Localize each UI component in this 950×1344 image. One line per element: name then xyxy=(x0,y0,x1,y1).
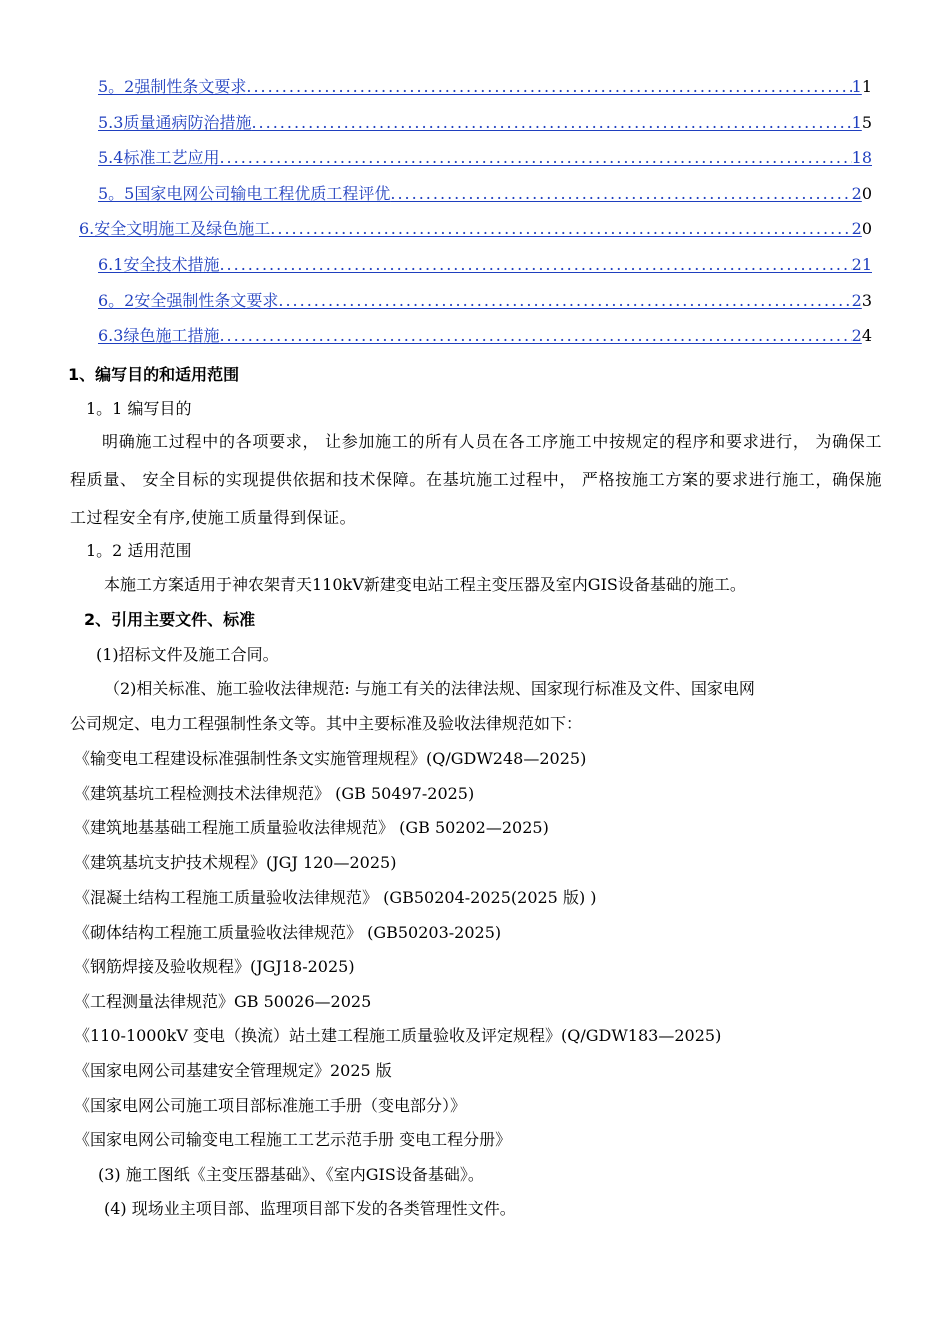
toc-page-number: 21 xyxy=(851,255,872,274)
toc-leader-dots xyxy=(246,74,851,100)
toc-entry-title[interactable]: 5.3质量通病防治措施 xyxy=(98,113,252,132)
toc-leader-dots xyxy=(278,288,851,314)
standard-item: 《砌体结构工程施工质量验收法律规范》 (GB50203-2025) xyxy=(74,923,502,942)
toc-leader-dots xyxy=(390,181,851,207)
standard-item: 《建筑基坑工程检测技术法律规范》 (GB 50497-2025) xyxy=(74,784,475,803)
toc-entry[interactable] xyxy=(98,323,872,349)
toc-link[interactable] xyxy=(98,181,852,207)
toc-entry[interactable] xyxy=(98,252,872,278)
toc-entry-title[interactable]: 5。5国家电网公司输电工程优质工程评优 xyxy=(98,184,391,203)
toc-leader-dots xyxy=(219,252,851,278)
toc-link[interactable] xyxy=(98,145,852,171)
toc-entry-title[interactable]: 6。2安全强制性条文要求 xyxy=(98,291,279,310)
standard-item: 《建筑基坑支护技术规程》(JGJ 120—2025) xyxy=(74,853,397,872)
toc-entry[interactable] xyxy=(98,110,872,136)
toc-leader-dots xyxy=(219,323,851,349)
toc-entry[interactable] xyxy=(79,216,872,242)
toc-page-number: 23 xyxy=(851,291,872,310)
standard-item: 《输变电工程建设标准强制性条文实施管理规程》(Q/GDW248—2025) xyxy=(74,749,587,768)
toc-leader-dots xyxy=(251,110,851,136)
toc-entry-title[interactable]: 5。2强制性条文要求 xyxy=(98,77,247,96)
list-item: (1)招标文件及施工合同。 xyxy=(96,645,279,664)
toc-link[interactable] xyxy=(98,252,852,278)
standard-item: 《110-1000kV 变电（换流）站土建工程施工质量验收及评定规程》(Q/GDW183—2025) xyxy=(74,1026,722,1045)
list-item: (3) 施工图纸《主变压器基础》、《室内GIS设备基础》。 xyxy=(98,1165,484,1184)
standard-item: 《国家电网公司输变电工程施工工艺示范手册 变电工程分册》 xyxy=(74,1130,512,1149)
toc-entry-title[interactable]: 6.安全文明施工及绿色施工 xyxy=(79,219,271,238)
standard-item: 《钢筋焊接及验收规程》(JGJ18-2025) xyxy=(74,957,355,976)
toc-page-number: 15 xyxy=(851,113,872,132)
paragraph: 明确施工过程中的各项要求， 让参加施工的所有人员在各工序施工中按规定的程序和要求进行， 为确保工程质量、 安全目标的实现提供依据和技术保障。在基坑施工过程中， 严格按施工方案的要求进行施工，确保施工过程安全有序,使施工质量得到保证。 xyxy=(70,432,882,527)
toc-entry[interactable] xyxy=(98,288,872,314)
list-item: (4) 现场业主项目部、监理项目部下发的各类管理性文件。 xyxy=(104,1199,516,1218)
toc-entry[interactable] xyxy=(98,74,872,100)
toc-page-number: 24 xyxy=(851,326,872,345)
subsection-heading: 1。2 适用范围 xyxy=(86,541,192,560)
toc-entry-title[interactable]: 6.3绿色施工措施 xyxy=(98,326,220,345)
toc-page-number: 18 xyxy=(851,148,872,167)
standard-item: 《国家电网公司基建安全管理规定》2025 版 xyxy=(74,1061,392,1080)
toc-entry-title[interactable]: 6.1安全技术措施 xyxy=(98,255,220,274)
standard-item: 《建筑地基基础工程施工质量验收法律规范》 (GB 50202—2025) xyxy=(74,818,549,837)
standard-item: 《国家电网公司施工项目部标准施工手册（变电部分）》 xyxy=(74,1096,467,1115)
toc-entry[interactable] xyxy=(98,145,872,171)
toc-page-number: 20 xyxy=(851,184,872,203)
standard-item: 《混凝土结构工程施工质量验收法律规范》 (GB50204-2025(2025 版) ) xyxy=(74,888,597,907)
toc-leader-dots xyxy=(270,216,851,242)
toc-leader-dots xyxy=(219,145,851,171)
toc-link[interactable] xyxy=(98,288,852,314)
toc-link[interactable] xyxy=(98,74,852,100)
toc-link[interactable] xyxy=(98,110,852,136)
toc-entry-title[interactable]: 5.4标准工艺应用 xyxy=(98,148,220,167)
toc-link[interactable] xyxy=(98,323,852,349)
toc-link[interactable] xyxy=(79,216,852,242)
paragraph: 本施工方案适用于神农架青天110kV新建变电站工程主变压器及室内GIS设备基础的施工。 xyxy=(104,575,746,594)
list-item: （2)相关标准、施工验收法律规范: 与施工有关的法律法规、国家现行标准及文件、国家电网 xyxy=(104,679,755,698)
toc-page-number: 20 xyxy=(851,219,872,238)
toc-page-number: 11 xyxy=(851,77,872,96)
toc-entry[interactable] xyxy=(98,181,872,207)
list-item-continuation: 公司规定、电力工程强制性条文等。其中主要标准及验收法律规范如下： xyxy=(70,714,583,733)
standard-item: 《工程测量法律规范》GB 50026—2025 xyxy=(74,992,372,1011)
section-heading: 1、编写目的和适用范围 xyxy=(68,365,240,384)
subsection-heading: 1。1 编写目的 xyxy=(86,399,192,418)
section-heading: 2、引用主要文件、标准 xyxy=(84,610,256,629)
